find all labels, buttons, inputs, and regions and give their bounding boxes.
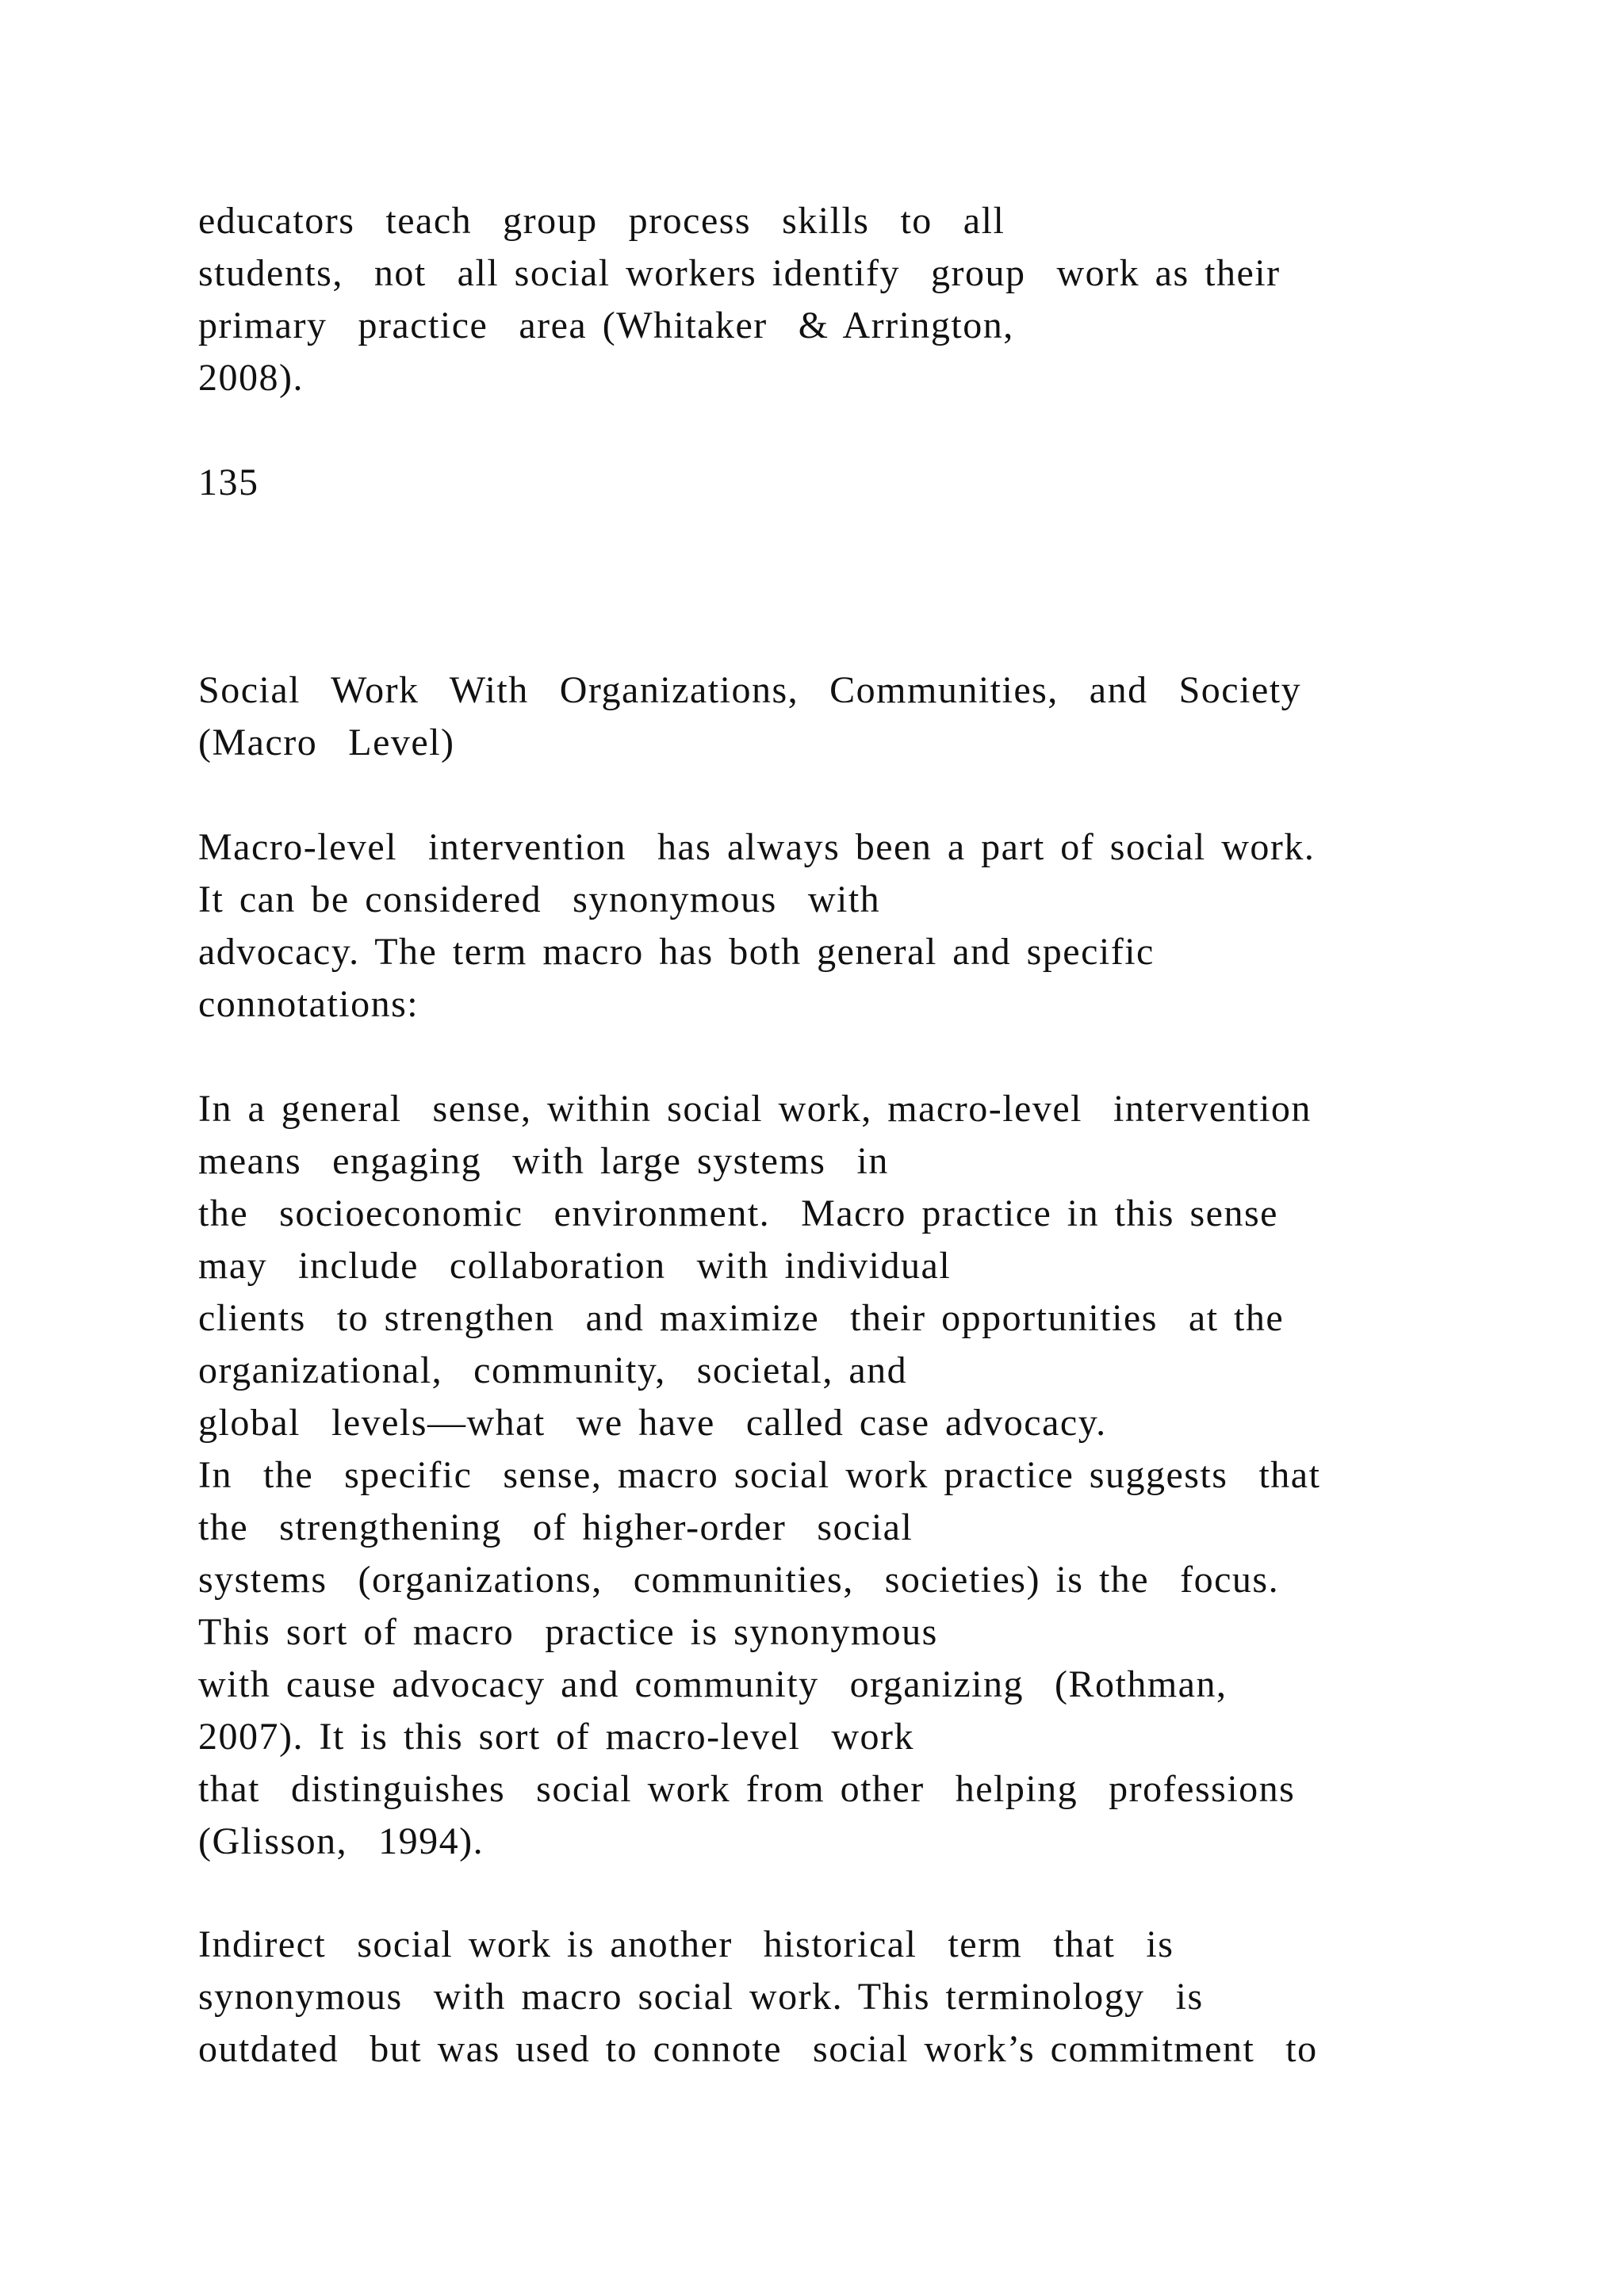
text-line: with cause advocacy and community organizing (Rothman, (198, 1663, 1228, 1705)
text-line: synonymous with macro social work. This terminology is (198, 1976, 1204, 2018)
text-line: means engaging with large systems in (198, 1140, 889, 1182)
text-line: 2007). It is this sort of macro-level work (198, 1716, 914, 1758)
text-line: organizational, community, societal, and (198, 1349, 908, 1391)
page-number-text: 135 (198, 461, 259, 503)
text-line: It can be considered synonymous with (198, 878, 881, 920)
text-line: In a general sense, within social work, macro-level intervention (198, 1088, 1312, 1130)
section-heading (198, 664, 1499, 769)
macro-intro-paragraph (198, 821, 1499, 1031)
text-line: 2008). (198, 357, 304, 399)
intro-paragraph (198, 195, 1499, 404)
text-line: primary practice area (Whitaker & Arrington, (198, 304, 1014, 346)
text-line: the strengthening of higher-order social (198, 1506, 914, 1548)
page-number (198, 457, 1499, 509)
heading-line: Social Work With Organizations, Communities, and Society (198, 669, 1302, 711)
text-line: that distinguishes social work from other helping professions (198, 1768, 1296, 1810)
text-line: Indirect social work is another historical term that is (198, 1923, 1174, 1965)
text-line: Macro-level intervention has always been a part of social work. (198, 826, 1316, 868)
text-line: students, not all social workers identify group work as their (198, 252, 1281, 294)
text-line: advocacy. The term macro has both general and specific (198, 931, 1155, 973)
text-line: clients to strengthen and maximize their opportunities at the (198, 1297, 1285, 1339)
text-line: In the specific sense, macro social work practice suggests that (198, 1454, 1321, 1496)
text-line: may include collaboration with individual (198, 1245, 952, 1287)
text-line: outdated but was used to connote social work’s commitment to (198, 2028, 1318, 2070)
indirect-social-work-paragraph (198, 1919, 1499, 2076)
text-line: connotations: (198, 983, 419, 1025)
text-line: This sort of macro practice is synonymous (198, 1611, 938, 1653)
text-line: educators teach group process skills to all (198, 200, 1005, 242)
heading-line: (Macro Level) (198, 721, 455, 763)
text-line: systems (organizations, communities, societies) is the focus. (198, 1559, 1280, 1601)
macro-senses-paragraph (198, 1083, 1499, 1868)
text-line: the socioeconomic environment. Macro practice in this sense (198, 1192, 1278, 1234)
text-line: (Glisson, 1994). (198, 1820, 485, 1862)
text-line: global levels—what we have called case advocacy. (198, 1402, 1107, 1444)
